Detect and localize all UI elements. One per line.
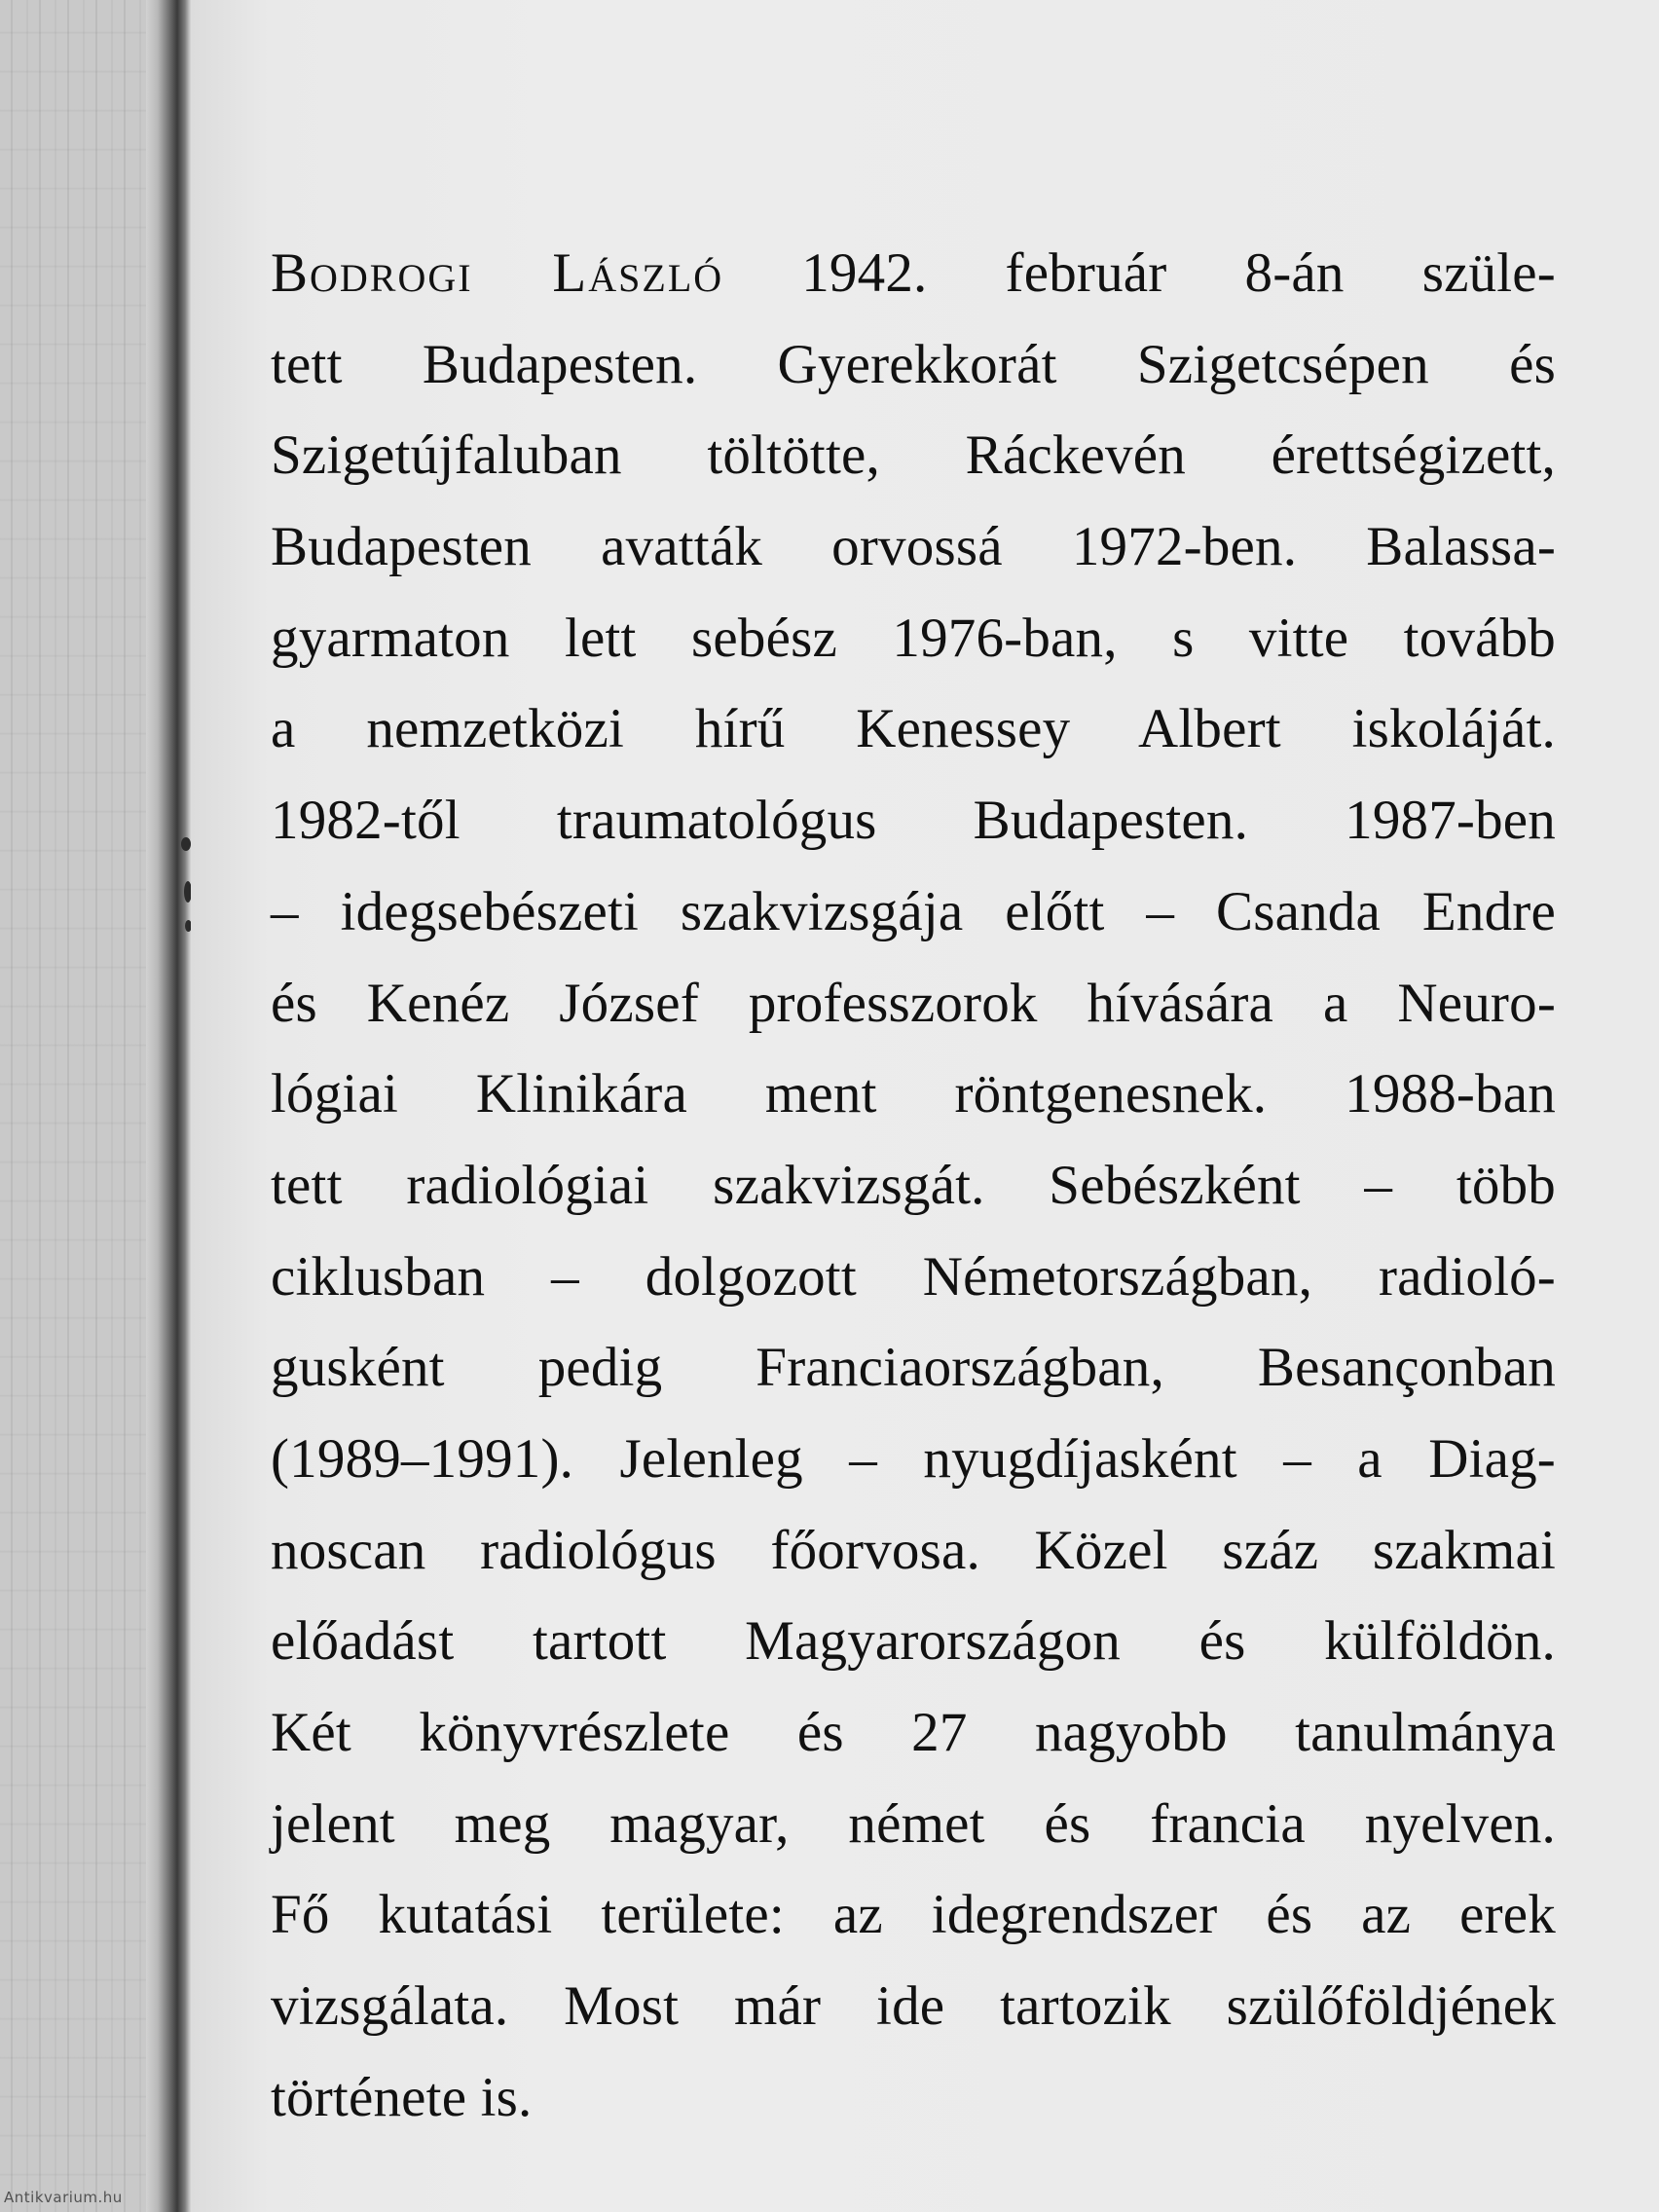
bio-line: Budapesten avatták orvossá 1972-ben. Balassa- <box>271 516 1556 578</box>
bio-line: a nemzetközi hírű Kenessey Albert iskoláját. <box>271 698 1556 760</box>
bio-line: vizsgálata. Most már ide tartozik szülőföldjének <box>271 1975 1556 2038</box>
bio-line: tett Budapesten. Gyerekkorát Szigetcsépen és <box>271 333 1556 395</box>
bio-line: lógiai Klinikára ment röntgenesnek. 1988-ban <box>271 1063 1556 1125</box>
author-name: Bodrogi László <box>271 242 724 304</box>
bio-line-last: története is. <box>271 2066 533 2128</box>
bio-line-text: 1942. február 8-án szüle- <box>801 242 1556 304</box>
bio-line: 1982-től traumatológus Budapesten. 1987-ben <box>271 790 1556 852</box>
bio-line: – idegsebészeti szakvizsgája előtt – Csanda Endre <box>271 880 1556 942</box>
watermark-text: Antikvarium.hu <box>4 2189 123 2206</box>
bio-line: jelent meg magyar, német és francia nyelven. <box>271 1792 1556 1855</box>
bio-line: Fő kutatási területe: az idegrendszer és az erek <box>271 1884 1556 1946</box>
edge-speck <box>181 837 191 851</box>
author-bio <box>271 228 1556 2143</box>
bio-line: Két könyvrészlete és 27 nagyobb tanulmánya <box>271 1702 1556 1763</box>
book-page <box>191 0 1659 2212</box>
page-edge-shadow <box>146 0 191 2212</box>
bio-line: noscan radiológus főorvosa. Közel száz szakmai <box>271 1519 1556 1581</box>
bio-line: Szigetújfaluban töltötte, Ráckevén érettségizett, <box>271 424 1556 487</box>
bio-line: gusként pedig Franciaországban, Besançonban <box>271 1337 1556 1399</box>
bio-line: és Kenéz József professzorok hívására a Neuro- <box>271 972 1556 1034</box>
bio-line: (1989–1991). Jelenleg – nyugdíjasként – a Diag- <box>271 1427 1556 1490</box>
bio-line: gyarmaton lett sebész 1976-ban, s vitte tovább <box>271 607 1556 669</box>
bio-line: ciklusban – dolgozott Németországban, radioló- <box>271 1245 1556 1308</box>
bio-line: előadást tartott Magyarországon és külföldön. <box>271 1610 1556 1673</box>
bio-line <box>271 228 1556 319</box>
bio-line: tett radiológiai szakvizsgát. Sebészként – több <box>271 1154 1556 1216</box>
